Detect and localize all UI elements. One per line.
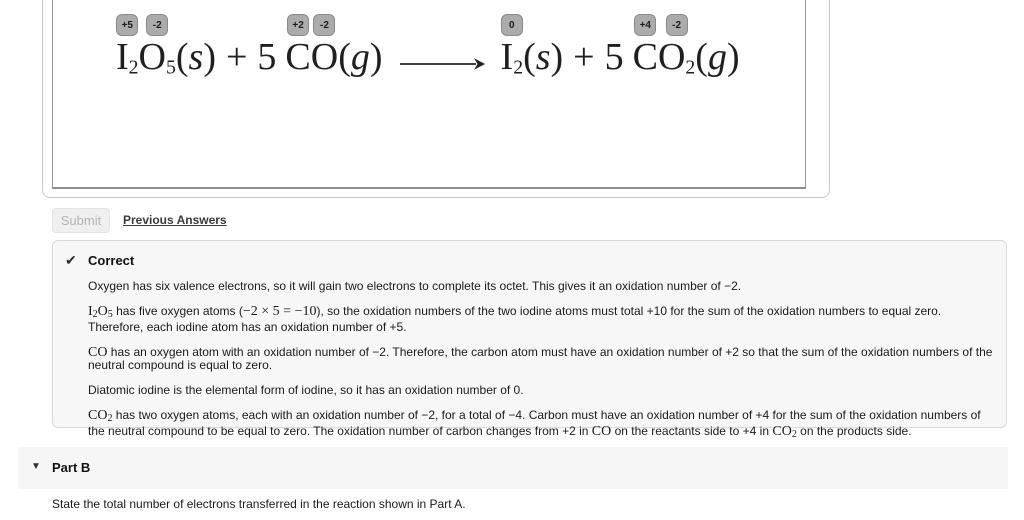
subscript: 2 [685,56,696,79]
check-icon: ✔ [65,252,77,268]
element-symbol: I [116,36,129,78]
phase-label: (s) [175,36,216,78]
plus-operator: + [225,36,248,78]
oxidation-number-badge[interactable]: 0 [501,14,523,36]
previous-answers-link[interactable]: Previous Answers [123,213,227,227]
oxidation-number-badge[interactable]: -2 [313,14,335,36]
plus-operator: + [573,36,595,78]
feedback-paragraph: CO has an oxygen atom with an oxidation number of −2. Therefore, the carbon atom must have an oxidation number of +2 so that the sum of the oxidation numbers of the neutral compound is equal to zero. [88,345,993,372]
oxidation-number-badge[interactable]: -2 [666,14,688,36]
feedback-paragraph: Diatomic iodine is the elemental form of iodine, so it has an oxidation number of 0. [88,383,524,397]
atom-O [657,19,696,79]
feedback-paragraph: Oxygen has six valence electrons, so it will gain two electrons to complete its octet. This gives it an oxidation number of −2. [88,279,742,293]
oxidation-number-badge[interactable]: +2 [287,14,309,36]
species-CO2 [604,19,740,79]
atom-C [285,19,311,78]
feedback-box [52,240,1007,440]
formula-subscript: 2 [107,413,113,424]
atom-O [310,19,339,78]
inline-formula: CO2 [772,424,797,440]
part-b-header[interactable] [18,447,1008,489]
inline-formula: I2O5 [88,304,113,320]
element-symbol: C [285,36,311,78]
subscript: 5 [165,56,176,79]
subscript: 2 [513,56,524,79]
oxidation-number-badge[interactable]: +4 [634,14,656,36]
phase-label: (g) [338,36,383,78]
part-b-label: Part B [52,460,91,475]
species-I2O5 [116,19,216,79]
element-symbol: I [500,36,514,78]
atom-I [116,19,139,79]
formula-subscript: 2 [791,429,797,440]
reaction-arrow-icon [399,56,485,72]
coefficient: 5 [604,36,624,78]
inline-formula: CO [591,424,612,439]
atom-O [138,19,176,79]
element-symbol: O [138,36,166,78]
atom-I [500,19,524,79]
submit-button[interactable]: Submit [52,208,110,233]
species-CO [257,19,383,78]
inline-formula: CO [88,345,108,360]
feedback-paragraphs [88,268,993,441]
element-symbol: O [657,36,686,78]
coefficient: 5 [257,36,277,78]
subscript: 2 [128,56,139,79]
phase-label: (g) [695,36,740,78]
oxidation-number-badge[interactable]: -2 [146,14,168,36]
equation [116,19,740,79]
formula-subscript: 2 [92,309,98,320]
inline-formula: −2 × 5 = −10 [242,304,317,319]
element-symbol: O [310,36,339,78]
oxidation-number-badge[interactable]: +5 [116,14,138,36]
collapse-triangle-icon[interactable]: ▼ [31,461,41,472]
formula-subscript: 5 [107,309,113,320]
feedback-paragraph: I2O5 has five oxygen atoms (−2 × 5 = −10), so the oxidation numbers of the two iodine atoms must total +10 for the sum of the oxidation numbers to equal zero. Therefore, each iodine atom has an oxidation number of +5. [88,304,942,334]
species-I2 [500,19,564,79]
part-b-question: State the total number of electrons transferred in the reaction shown in Part A. [52,497,466,511]
feedback-paragraph: CO2 has two oxygen atoms, each with an oxidation number of −2, for a total of −4. Carbon must have an oxidation number of +4 for the sum of the oxidation numbers of the neutral compound to be equal to zero. The oxidation number of carbon changes from +2 in CO on the reactants side to +4 in CO2 on the products side. [88,408,981,440]
phase-label: (s) [523,36,564,78]
feedback-status: Correct [88,253,135,268]
element-symbol: C [632,36,658,78]
atom-C [632,19,658,78]
inline-formula: CO2 [88,408,113,424]
